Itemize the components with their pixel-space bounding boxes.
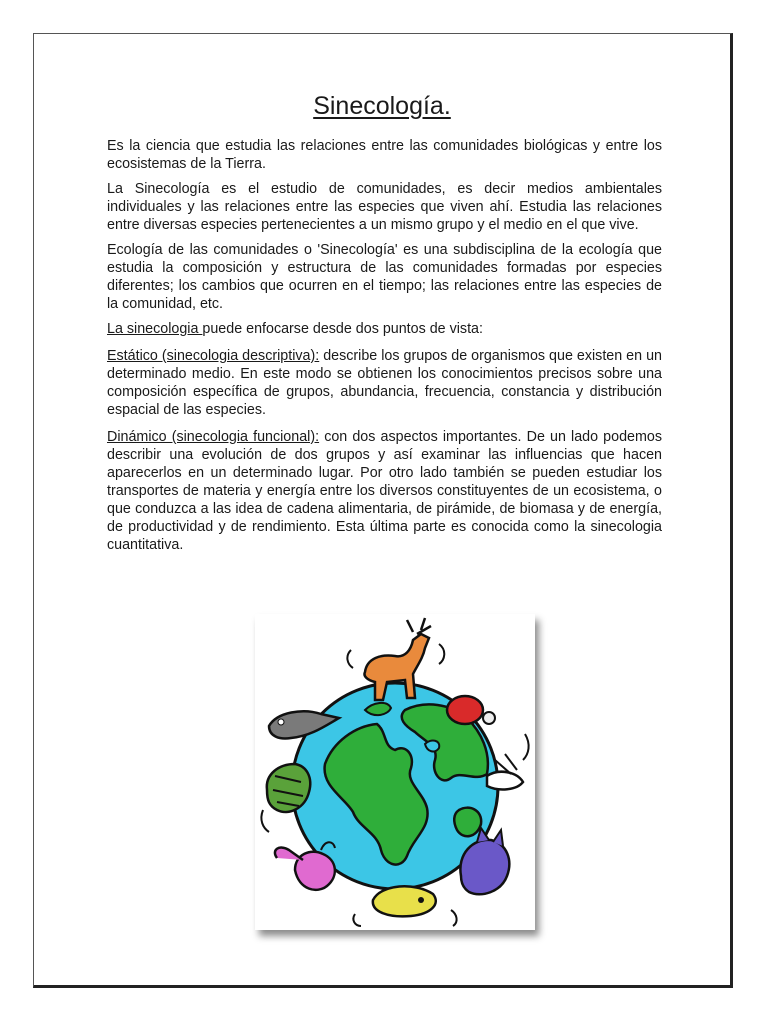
- earth-with-animals-icon: [255, 614, 535, 930]
- paragraph-community-ecology: Ecología de las comunidades o 'Sinecología' es una subdisciplina de la ecología que estudia la composición y estructura de las comunidades formadas por especies diferentes; los cambios que ocurren en el tiempo; las relaciones entre las especies de la comunidad, etc.: [107, 242, 662, 312]
- dynamic-text: con dos aspectos importantes. De un lado podemos describir una evolución de dos grupos y así examinar las influencias que hacen aparecerlos en un determinado lugar. Por otro lado también se pueden estudiar los transportes de materia y energía entre los diversos constituyentes de un ecosistema, o que conduzca a las idea de cadena alimentaria, de pirámide, de biomasa y de energía, de productividad y de rendimiento. Esta última parte es conocida como la sinecologia cuantitativa.: [107, 429, 662, 553]
- viewpoints-lead: La sinecologia: [107, 321, 203, 337]
- turtle-icon: [447, 696, 495, 724]
- paragraph-dynamic: [107, 428, 662, 554]
- earth-animals-figure: [255, 614, 535, 930]
- paragraph-static: [107, 347, 662, 419]
- document-body: [107, 137, 662, 561]
- paragraph-study-of-communities: La Sinecología es el estudio de comunidades, es decir medios ambientales individuales y las relaciones entre las especies que viven ahí. Estudia las relaciones entre diversas especies pertenecientes a un mismo grupo y el medio en el que vive.: [107, 181, 662, 233]
- page-title: [34, 92, 730, 121]
- static-text: describe los grupos de organismos que existen en un determinado medio. En este modo se obtienen los conocimientos precisos sobre una composición específica de grupos, abundancia, frecuencia, constancia y distribución espacial de las especies.: [107, 348, 662, 418]
- bottom-fish-icon: [373, 886, 436, 916]
- paragraph-viewpoints: [107, 320, 662, 338]
- paragraph-definition: Es la ciencia que estudia las relaciones entre las comunidades biológicas y entre los ecosistemas de la Tierra.: [107, 138, 662, 172]
- static-lead: Estático (sinecologia descriptiva):: [107, 348, 320, 364]
- dynamic-lead: Dinámico (sinecologia funcional):: [107, 429, 320, 445]
- document-page: [33, 33, 733, 988]
- frog-icon: [267, 764, 310, 812]
- page-title-text: Sinecología.: [313, 92, 451, 120]
- viewpoints-text: puede enfocarse desde dos puntos de vista:: [202, 321, 483, 337]
